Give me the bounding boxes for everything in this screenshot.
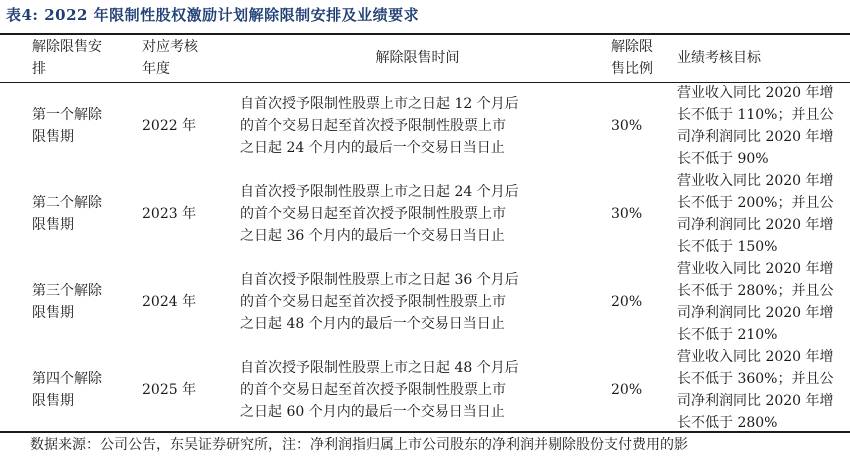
cell-ratio: 30% [611,118,643,134]
header-ratio: 解除限 售比例 [611,39,653,77]
cell-period: 第一个解除 限售期 [32,107,102,145]
header-time: 解除限售时间 [375,50,460,66]
bottom-rule [0,431,850,433]
cell-time: 自首次授予限制性股票上市之日起 36 个月后 的首个交易日起至首次授予限制性股票上市 之日起 48 个月内的最后一个交易日当日止 [240,272,519,332]
cell-time: 自首次授予限制性股票上市之日起 48 个月后 的首个交易日起至首次授予限制性股票上市 之日起 60 个月内的最后一个交易日当日止 [240,360,519,420]
table-row [0,82,850,170]
cell-year: 2022 年 [142,118,197,134]
source-note: 数据来源：公司公告，东吴证券研究所，注：净利润指归属上市公司股东的净利润并剔除股份支付费用的影 [30,437,688,453]
table-row [0,170,850,258]
cell-ratio: 20% [611,294,643,310]
cell-target: 营业收入同比 2020 年增 长不低于 110%；并且公 司净利润同比 2020 年增 长不低于 90% [677,85,834,167]
table-row [0,258,850,346]
cell-time: 自首次授予限制性股票上市之日起 24 个月后 的首个交易日起至首次授予限制性股票上市 之日起 36 个月内的最后一个交易日当日止 [240,184,519,244]
cell-target: 营业收入同比 2020 年增 长不低于 360%；并且公 司净利润同比 2020 年增 长不低于 280% [677,349,834,431]
unlock-schedule-table [0,34,850,434]
cell-time: 自首次授予限制性股票上市之日起 12 个月后 的首个交易日起至首次授予限制性股票上市 之日起 24 个月内的最后一个交易日当日止 [240,96,519,156]
cell-period: 第四个解除 限售期 [32,371,102,409]
cell-ratio: 30% [611,206,643,222]
header-year: 对应考核 年度 [142,39,198,77]
cell-target: 营业收入同比 2020 年增 长不低于 200%；并且公 司净利润同比 2020 年增 长不低于 150% [677,173,834,255]
header-target: 业绩考核目标 [677,50,761,66]
cell-target: 营业收入同比 2020 年增 长不低于 280%；并且公 司净利润同比 2020 年增 长不低于 210% [677,261,834,343]
table-title: 表4: 2022 年限制性股权激励计划解除限制安排及业绩要求 [6,6,420,24]
cell-year: 2024 年 [142,294,197,310]
table-row [0,346,850,434]
header-row [0,34,850,82]
header-period: 解除限售安 排 [32,39,102,77]
cell-period: 第二个解除 限售期 [32,195,102,233]
cell-year: 2025 年 [142,382,197,398]
cell-year: 2023 年 [142,206,197,222]
cell-ratio: 20% [611,382,643,398]
cell-period: 第三个解除 限售期 [32,283,102,321]
